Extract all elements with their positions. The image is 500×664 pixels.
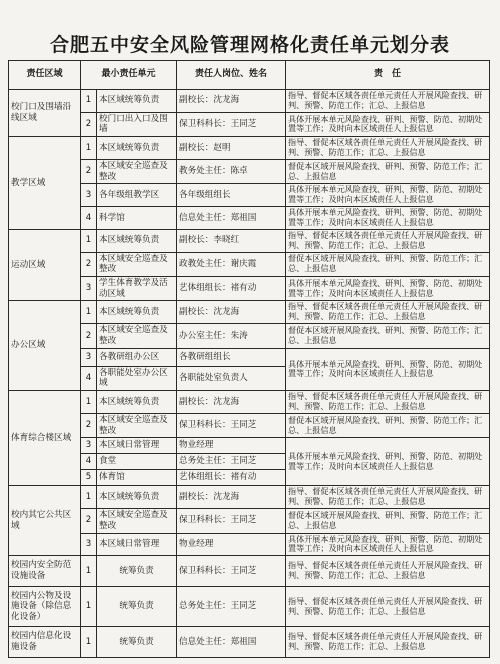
row-number: 1 (81, 556, 97, 587)
header-duty: 责 任 (286, 61, 490, 90)
unit-cell: 本区域统筹负责 (97, 301, 177, 324)
area-cell: 教学区域 (9, 137, 81, 230)
person-cell: 政教处主任：谢庆霞 (177, 252, 286, 276)
duty-cell: 指导、督促本区域各责任单元责任人开展风险查找、研判、预警、防范工作；汇总、上报信息 (286, 391, 490, 414)
unit-cell: 本区域安全巡查及整改 (97, 324, 177, 348)
duty-cell: 具体开展本单元风险查找、研判、预警、防范、初期处置等工作；及时向本区域责任人上报信息 (286, 184, 490, 207)
table-row (9, 413, 490, 437)
row-number: 2 (81, 159, 97, 183)
duty-cell: 指导、督促本区域各责任单元责任人开展风险查找、研判、预警、防范工作；汇总、上报信息 (286, 90, 490, 113)
table-row (9, 324, 490, 348)
row-number: 2 (81, 413, 97, 437)
unit-cell: 食堂 (97, 454, 177, 470)
area-cell: 校园内安全防范设施设备 (9, 556, 81, 587)
row-number: 2 (81, 112, 97, 136)
unit-cell: 各职能处室办公区域 (97, 366, 177, 390)
row-number: 3 (81, 438, 97, 454)
duty-cell: 督促本区域开展风险查找、研判、预警、防范工作；汇总、上报信息 (286, 509, 490, 533)
area-cell: 办公区域 (9, 301, 81, 391)
person-cell: 副校长：沈龙海 (177, 301, 286, 324)
unit-cell: 本区域日常管理 (97, 438, 177, 454)
person-cell: 教务处主任：陈卓 (177, 159, 286, 183)
table-row (9, 207, 490, 230)
row-number: 1 (81, 391, 97, 414)
unit-cell: 本区域统筹负责 (97, 391, 177, 414)
person-cell: 各教研组组长 (177, 348, 286, 366)
duty-cell: 指导、督促本区域各责任单元责任人开展风险查找、研判、预警、防范工作；汇总、上报信息 (286, 301, 490, 324)
unit-cell: 校门口出入口及围墙 (97, 112, 177, 136)
area-cell: 校内其它公共区域 (9, 486, 81, 556)
duty-cell: 指导、督促本区域各责任单元责任人开展风险查找、研判、预警、防范工作；汇总、上报信息 (286, 556, 490, 587)
unit-cell: 科学馆 (97, 207, 177, 230)
unit-cell: 本区域安全巡查及整改 (97, 252, 177, 276)
unit-cell: 体育馆 (97, 470, 177, 486)
area-cell: 校园内公物及设施设备（除信息化设备） (9, 587, 81, 627)
unit-cell: 统筹负责 (97, 587, 177, 627)
area-cell: 运动区域 (9, 229, 81, 301)
table-row (9, 391, 490, 414)
unit-cell: 本区域统筹负责 (97, 137, 177, 160)
area-cell: 校门口及围墙沿线区域 (9, 90, 81, 137)
table-row (9, 301, 490, 324)
person-cell: 总务处主任：王同芝 (177, 587, 286, 627)
person-cell: 物业经理 (177, 438, 286, 454)
duty-cell: 具体开展本单元风险查找、研判、预警、防范、初期处置等工作；及时向本区域责任人上报信息 (286, 277, 490, 301)
table-row (9, 229, 490, 252)
duty-cell: 具体开展本单元风险查找、研判、预警、防范、初期处置等工作；及时向本区域责任人上报信息 (286, 207, 490, 230)
header-person: 责任人岗位、姓名 (177, 61, 286, 90)
person-cell: 副校长：沈龙海 (177, 391, 286, 414)
table-row (9, 348, 490, 366)
unit-cell: 统筹负责 (97, 556, 177, 587)
duty-cell: 具体开展本单元风险查找、研判、预警、防范、初期处置等工作；及时向本区域责任人上报信息 (286, 348, 490, 390)
person-cell: 艺体组组长：褚有动 (177, 277, 286, 301)
person-cell: 信息处主任：郑祖国 (177, 627, 286, 658)
table-row (9, 159, 490, 183)
row-number: 3 (81, 533, 97, 556)
row-number: 2 (81, 324, 97, 348)
table-row (9, 112, 490, 136)
row-number: 1 (81, 587, 97, 627)
person-cell: 副校长：沈龙海 (177, 90, 286, 113)
unit-cell: 本区域安全巡查及整改 (97, 413, 177, 437)
row-number: 3 (81, 277, 97, 301)
row-number: 1 (81, 229, 97, 252)
table-row (9, 252, 490, 276)
unit-cell: 统筹负责 (97, 627, 177, 658)
table-row (9, 509, 490, 533)
row-number: 3 (81, 184, 97, 207)
header-area: 责任区域 (9, 61, 81, 90)
person-cell: 保卫科科长：王同芝 (177, 556, 286, 587)
duty-cell: 督促本区域开展风险查找、研判、预警、防范工作；汇总、上报信息 (286, 159, 490, 183)
unit-cell: 本区域统筹负责 (97, 486, 177, 509)
unit-cell: 各年级组教学区 (97, 184, 177, 207)
row-number: 4 (81, 454, 97, 470)
unit-cell: 本区域安全巡查及整改 (97, 509, 177, 533)
unit-cell: 学生体育教学及活动区域 (97, 277, 177, 301)
unit-cell: 本区域统筹负责 (97, 229, 177, 252)
person-cell: 各年级组组长 (177, 184, 286, 207)
person-cell: 副校长：李晓红 (177, 229, 286, 252)
row-number: 1 (81, 137, 97, 160)
header-unit: 最小责任单元 (81, 61, 177, 90)
table-row (9, 587, 490, 627)
person-cell: 总务处主任：王同芝 (177, 454, 286, 470)
row-number: 1 (81, 627, 97, 658)
table-row (9, 556, 490, 587)
row-number: 2 (81, 252, 97, 276)
duty-cell: 具体开展本单元风险查找、研判、预警、防范、初期处置等工作；及时向本区域责任人上报信息 (286, 533, 490, 556)
duty-cell: 具体开展本单元风险查找、研判、预警、防范、初期处置等工作；及时向本区域责任人上报信息 (286, 438, 490, 486)
person-cell: 办公室主任：朱涛 (177, 324, 286, 348)
table-row (9, 533, 490, 556)
table-row (9, 184, 490, 207)
area-cell: 校园内信息化设施设备 (9, 627, 81, 658)
table-row (9, 486, 490, 509)
duty-cell: 具体开展本单元风险查找、研判、预警、防范、初期处置等工作；及时向本区域责任人上报信息 (286, 112, 490, 136)
row-number: 3 (81, 348, 97, 366)
duty-cell: 指导、督促本区域各责任单元责任人开展风险查找、研判、预警、防范工作；汇总、上报信息 (286, 137, 490, 160)
person-cell: 副校长：赵明 (177, 137, 286, 160)
row-number: 4 (81, 366, 97, 390)
row-number: 1 (81, 90, 97, 113)
person-cell: 各职能处室负责人 (177, 366, 286, 390)
unit-cell: 本区域日常管理 (97, 533, 177, 556)
person-cell: 保卫科科长：王同芝 (177, 112, 286, 136)
row-number: 4 (81, 207, 97, 230)
table-header-row (9, 61, 490, 90)
table-row (9, 137, 490, 160)
row-number: 2 (81, 509, 97, 533)
person-cell: 副校长：沈龙海 (177, 486, 286, 509)
unit-cell: 本区域安全巡查及整改 (97, 159, 177, 183)
table-row (9, 627, 490, 658)
unit-cell: 各教研组办公区 (97, 348, 177, 366)
duty-cell: 指导、督促本区域各责任单元责任人开展风险查找、研判、预警、防范工作；汇总、上报信息 (286, 627, 490, 658)
person-cell: 保卫科科长：王同芝 (177, 413, 286, 437)
person-cell: 保卫科科长：王同芝 (177, 509, 286, 533)
responsibility-table (8, 60, 490, 658)
row-number: 1 (81, 486, 97, 509)
person-cell: 信息处主任：郑祖国 (177, 207, 286, 230)
row-number: 5 (81, 470, 97, 486)
person-cell: 物业经理 (177, 533, 286, 556)
table-row (9, 90, 490, 113)
row-number: 1 (81, 301, 97, 324)
duty-cell: 指导、督促本区域各责任单元责任人开展风险查找、研判、预警、防范工作；汇总、上报信息 (286, 229, 490, 252)
duty-cell: 督促本区域开展风险查找、研判、预警、防范工作；汇总、上报信息 (286, 324, 490, 348)
duty-cell: 指导、督促本区域各责任单元责任人开展风险查找、研判、预警、防范工作；汇总、上报信息 (286, 486, 490, 509)
person-cell: 艺体组组长：褚有动 (177, 470, 286, 486)
duty-cell: 督促本区域开展风险查找、研判、预警、防范工作；汇总、上报信息 (286, 252, 490, 276)
unit-cell: 本区域统筹负责 (97, 90, 177, 113)
area-cell: 体育综合楼区域 (9, 391, 81, 486)
page-title: 合肥五中安全风险管理网格化责任单元划分表 (49, 34, 450, 56)
duty-cell: 指导、督促本区域各责任单元责任人开展风险查找、研判、预警、防范工作；汇总、上报信息 (286, 587, 490, 627)
table-row (9, 438, 490, 454)
table-row (9, 277, 490, 301)
duty-cell: 督促本区域开展风险查找、研判、预警、防范工作；汇总、上报信息 (286, 413, 490, 437)
